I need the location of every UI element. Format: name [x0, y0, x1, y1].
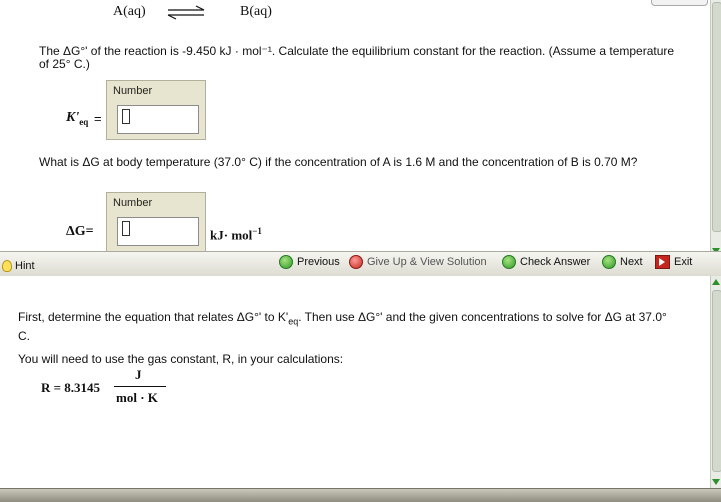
answer2-header: Number: [113, 197, 153, 209]
exit-icon: [655, 255, 670, 269]
give-up-label: Give Up & View Solution: [367, 256, 487, 268]
gas-constant-numerator: J: [135, 367, 142, 382]
previous-icon: [279, 255, 293, 269]
scroll-thumb[interactable]: [712, 290, 721, 472]
unit-exponent: −1: [252, 226, 262, 236]
scroll-up-arrow-icon[interactable]: [712, 279, 720, 285]
hint-tab[interactable]: [0, 258, 35, 274]
hint-pane: [0, 276, 710, 488]
reactant-label: A(aq): [113, 4, 146, 19]
exit-label: Exit: [674, 256, 693, 268]
hint-paragraph-1: [18, 310, 678, 344]
hint-p1-b: . Then use ΔG°' and the given concentrations to solve for ΔG at 37.0° C.: [18, 310, 667, 344]
text-cursor: [122, 109, 130, 124]
checkmark-icon: [502, 255, 516, 269]
answer1-panel: [106, 80, 206, 140]
keq-equals: =: [94, 111, 102, 126]
keq-subscript: eq: [79, 116, 89, 127]
answer2-panel: [106, 192, 206, 252]
previous-button[interactable]: [279, 254, 340, 270]
scroll-thumb[interactable]: [712, 2, 721, 232]
product-label: B(aq): [240, 4, 272, 19]
keq-input[interactable]: [117, 105, 199, 134]
keq-symbol: K': [66, 110, 80, 125]
question-scrollbar[interactable]: [710, 0, 721, 258]
question2-text: What is ΔG at body temperature (37.0° C) if the concentration of A is 1.6 M and the concentration of B is 0.70 M?: [39, 155, 638, 169]
window-bottom-bar: [0, 488, 721, 502]
give-up-icon: [349, 255, 363, 269]
check-answer-button[interactable]: [502, 254, 590, 270]
hint-paragraph-2: You will need to use the gas constant, R, in your calculations:: [18, 352, 344, 366]
answer1-header: Number: [113, 85, 153, 97]
next-label: Next: [620, 256, 643, 268]
hint-label: Hint: [15, 260, 35, 272]
scroll-down-arrow-icon[interactable]: [712, 479, 720, 485]
top-right-button[interactable]: [651, 0, 708, 6]
fraction-bar: [114, 386, 166, 387]
hint-scrollbar[interactable]: [710, 276, 721, 488]
next-icon: [602, 255, 616, 269]
previous-label: Previous: [297, 256, 340, 268]
check-answer-label: Check Answer: [520, 256, 591, 268]
lightbulb-icon: [2, 260, 12, 272]
action-toolbar: [0, 251, 721, 277]
give-up-button[interactable]: [349, 254, 487, 270]
exit-button[interactable]: [655, 254, 692, 270]
hint-p1-a: First, determine the equation that relates ΔG°' to K': [18, 310, 289, 324]
hint-p1-sub: eq: [288, 316, 299, 327]
next-button[interactable]: [602, 254, 643, 270]
gas-constant-denominator: mol · K: [116, 390, 158, 405]
text-cursor: [122, 221, 130, 236]
unit-text: kJ· mol: [210, 227, 253, 243]
delta-g-input[interactable]: [117, 217, 199, 246]
keq-label: [66, 110, 88, 127]
gas-constant-lhs: R = 8.3145: [41, 380, 101, 395]
unit-label: [210, 226, 262, 243]
equilibrium-arrows-icon: [166, 4, 206, 22]
delta-g-label: ΔG=: [66, 224, 94, 239]
question1-text: The ΔG°' of the reaction is -9.450 kJ · mol⁻¹. Calculate the equilibrium constant for the reaction. (Assume a temperature of 25° C.): [39, 44, 675, 71]
